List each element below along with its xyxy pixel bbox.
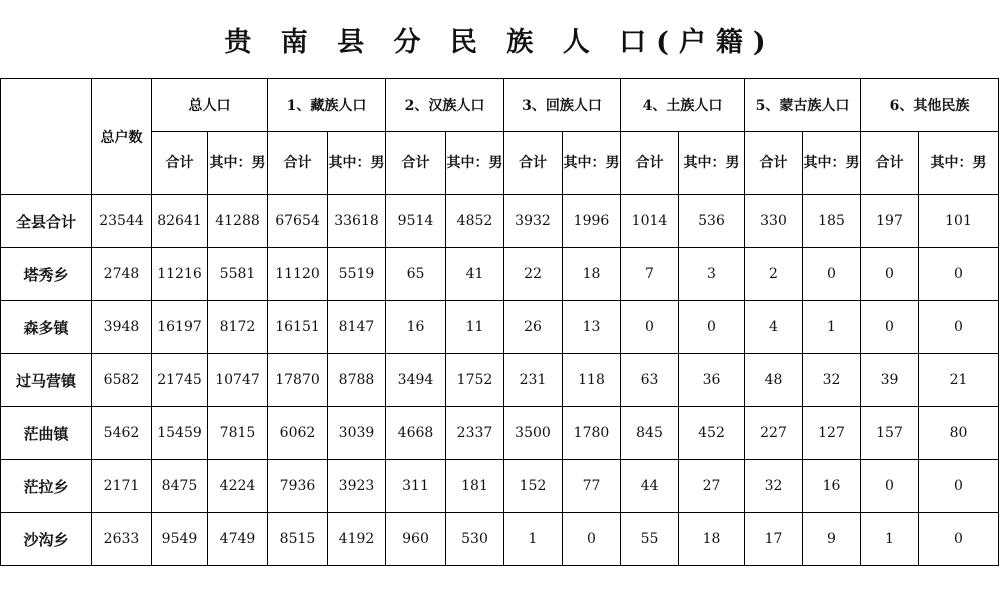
table-cell: 0 bbox=[919, 513, 999, 566]
table-cell: 41 bbox=[446, 248, 504, 301]
table-cell: 0 bbox=[679, 301, 745, 354]
table-row bbox=[1, 460, 999, 513]
table-cell: 77 bbox=[563, 460, 621, 513]
group-header-hui: 3、回族人口 bbox=[504, 79, 621, 132]
table-cell: 536 bbox=[679, 195, 745, 248]
table-cell: 39 bbox=[861, 354, 919, 407]
table-cell: 530 bbox=[446, 513, 504, 566]
row-label: 茫拉乡 bbox=[1, 460, 92, 513]
table-cell: 6062 bbox=[268, 407, 328, 460]
table-cell: 55 bbox=[621, 513, 679, 566]
table-cell: 9549 bbox=[152, 513, 208, 566]
table-cell: 0 bbox=[803, 248, 861, 301]
table-cell: 48 bbox=[745, 354, 803, 407]
table-cell: 22 bbox=[504, 248, 563, 301]
table-cell: 0 bbox=[861, 460, 919, 513]
table-cell: 4 bbox=[745, 301, 803, 354]
table-cell: 1 bbox=[803, 301, 861, 354]
table-cell: 4749 bbox=[208, 513, 268, 566]
table-cell: 0 bbox=[621, 301, 679, 354]
table-cell: 82641 bbox=[152, 195, 208, 248]
table-cell: 4192 bbox=[328, 513, 386, 566]
sub-header-total: 合计 bbox=[386, 132, 446, 195]
corner-cell bbox=[1, 79, 92, 195]
sub-header-male: 其中：男 bbox=[679, 132, 745, 195]
table-cell: 1752 bbox=[446, 354, 504, 407]
table-cell: 7936 bbox=[268, 460, 328, 513]
table-cell: 0 bbox=[919, 460, 999, 513]
table-cell: 452 bbox=[679, 407, 745, 460]
table-cell: 1780 bbox=[563, 407, 621, 460]
row-label: 过马营镇 bbox=[1, 354, 92, 407]
table-cell: 127 bbox=[803, 407, 861, 460]
table-cell: 80 bbox=[919, 407, 999, 460]
table-cell: 17870 bbox=[268, 354, 328, 407]
table-cell: 197 bbox=[861, 195, 919, 248]
table-cell: 44 bbox=[621, 460, 679, 513]
table-cell: 1014 bbox=[621, 195, 679, 248]
table-cell: 10747 bbox=[208, 354, 268, 407]
table-row bbox=[1, 248, 999, 301]
table-cell: 8147 bbox=[328, 301, 386, 354]
households-header: 总户数 bbox=[92, 79, 152, 195]
table-cell: 7 bbox=[621, 248, 679, 301]
table-cell: 4852 bbox=[446, 195, 504, 248]
row-label: 全县合计 bbox=[1, 195, 92, 248]
table-cell: 8515 bbox=[268, 513, 328, 566]
table-cell: 185 bbox=[803, 195, 861, 248]
table-cell: 8475 bbox=[152, 460, 208, 513]
table-cell: 2 bbox=[745, 248, 803, 301]
table-cell: 4668 bbox=[386, 407, 446, 460]
sub-header-total: 合计 bbox=[268, 132, 328, 195]
table-cell: 3923 bbox=[328, 460, 386, 513]
group-header-mongol: 5、蒙古族人口 bbox=[745, 79, 861, 132]
row-label: 沙沟乡 bbox=[1, 513, 92, 566]
table-cell: 2748 bbox=[92, 248, 152, 301]
table-cell: 1 bbox=[861, 513, 919, 566]
table-cell: 18 bbox=[679, 513, 745, 566]
table-row bbox=[1, 513, 999, 566]
table-cell: 3 bbox=[679, 248, 745, 301]
table-cell: 0 bbox=[861, 301, 919, 354]
table-cell: 0 bbox=[563, 513, 621, 566]
table-cell: 8172 bbox=[208, 301, 268, 354]
table-cell: 27 bbox=[679, 460, 745, 513]
group-header-other: 6、其他民族 bbox=[861, 79, 999, 132]
table-cell: 4224 bbox=[208, 460, 268, 513]
table-cell: 11120 bbox=[268, 248, 328, 301]
table-cell: 1 bbox=[504, 513, 563, 566]
table-cell: 2171 bbox=[92, 460, 152, 513]
table-cell: 17 bbox=[745, 513, 803, 566]
sub-header-male: 其中：男 bbox=[803, 132, 861, 195]
group-header-tu: 4、土族人口 bbox=[621, 79, 745, 132]
table-cell: 26 bbox=[504, 301, 563, 354]
table-cell: 0 bbox=[919, 301, 999, 354]
table-cell: 11 bbox=[446, 301, 504, 354]
table-cell: 227 bbox=[745, 407, 803, 460]
table-cell: 3932 bbox=[504, 195, 563, 248]
table-cell: 5581 bbox=[208, 248, 268, 301]
group-header-han: 2、汉族人口 bbox=[386, 79, 504, 132]
sub-header-total: 合计 bbox=[621, 132, 679, 195]
table-cell: 16 bbox=[386, 301, 446, 354]
sub-header-male: 其中：男 bbox=[919, 132, 999, 195]
sub-header-total: 合计 bbox=[745, 132, 803, 195]
sub-header-total: 合计 bbox=[861, 132, 919, 195]
table-body bbox=[1, 195, 999, 566]
sub-header-male: 其中：男 bbox=[563, 132, 621, 195]
table-cell: 152 bbox=[504, 460, 563, 513]
table-cell: 330 bbox=[745, 195, 803, 248]
sub-header-total: 合计 bbox=[504, 132, 563, 195]
table-cell: 3494 bbox=[386, 354, 446, 407]
table-cell: 23544 bbox=[92, 195, 152, 248]
group-header-total: 总人口 bbox=[152, 79, 268, 132]
table-cell: 9514 bbox=[386, 195, 446, 248]
group-header-tibetan: 1、藏族人口 bbox=[268, 79, 386, 132]
sub-header-male: 其中：男 bbox=[328, 132, 386, 195]
table-cell: 18 bbox=[563, 248, 621, 301]
table-cell: 8788 bbox=[328, 354, 386, 407]
table-cell: 3039 bbox=[328, 407, 386, 460]
table-cell: 11216 bbox=[152, 248, 208, 301]
table-cell: 21 bbox=[919, 354, 999, 407]
table-cell: 118 bbox=[563, 354, 621, 407]
table-cell: 311 bbox=[386, 460, 446, 513]
row-label: 茫曲镇 bbox=[1, 407, 92, 460]
table-cell: 5462 bbox=[92, 407, 152, 460]
table-cell: 36 bbox=[679, 354, 745, 407]
table-cell: 2633 bbox=[92, 513, 152, 566]
table-cell: 845 bbox=[621, 407, 679, 460]
page-title: 贵 南 县 分 民 族 人 口(户籍) bbox=[224, 26, 776, 58]
table-cell: 101 bbox=[919, 195, 999, 248]
table-cell: 13 bbox=[563, 301, 621, 354]
sub-header-male: 其中：男 bbox=[446, 132, 504, 195]
row-label: 塔秀乡 bbox=[1, 248, 92, 301]
table-cell: 181 bbox=[446, 460, 504, 513]
table-cell: 960 bbox=[386, 513, 446, 566]
table-row bbox=[1, 195, 999, 248]
table-cell: 7815 bbox=[208, 407, 268, 460]
table-cell: 16 bbox=[803, 460, 861, 513]
sub-header-male: 其中：男 bbox=[208, 132, 268, 195]
table-row bbox=[1, 407, 999, 460]
table-cell: 5519 bbox=[328, 248, 386, 301]
table-cell: 1996 bbox=[563, 195, 621, 248]
table-row bbox=[1, 301, 999, 354]
table-cell: 16151 bbox=[268, 301, 328, 354]
table-row bbox=[1, 354, 999, 407]
table-cell: 63 bbox=[621, 354, 679, 407]
table-cell: 0 bbox=[861, 248, 919, 301]
table-cell: 157 bbox=[861, 407, 919, 460]
table-cell: 67654 bbox=[268, 195, 328, 248]
table-cell: 32 bbox=[745, 460, 803, 513]
population-table bbox=[0, 78, 999, 566]
table-cell: 41288 bbox=[208, 195, 268, 248]
table-cell: 2337 bbox=[446, 407, 504, 460]
table-cell: 21745 bbox=[152, 354, 208, 407]
table-cell: 6582 bbox=[92, 354, 152, 407]
row-label: 森多镇 bbox=[1, 301, 92, 354]
table-cell: 0 bbox=[919, 248, 999, 301]
sub-header-total: 合计 bbox=[152, 132, 208, 195]
table-cell: 3500 bbox=[504, 407, 563, 460]
table-cell: 9 bbox=[803, 513, 861, 566]
table-cell: 32 bbox=[803, 354, 861, 407]
table-cell: 15459 bbox=[152, 407, 208, 460]
table-cell: 65 bbox=[386, 248, 446, 301]
table-cell: 33618 bbox=[328, 195, 386, 248]
table-cell: 231 bbox=[504, 354, 563, 407]
table-cell: 3948 bbox=[92, 301, 152, 354]
table-cell: 16197 bbox=[152, 301, 208, 354]
